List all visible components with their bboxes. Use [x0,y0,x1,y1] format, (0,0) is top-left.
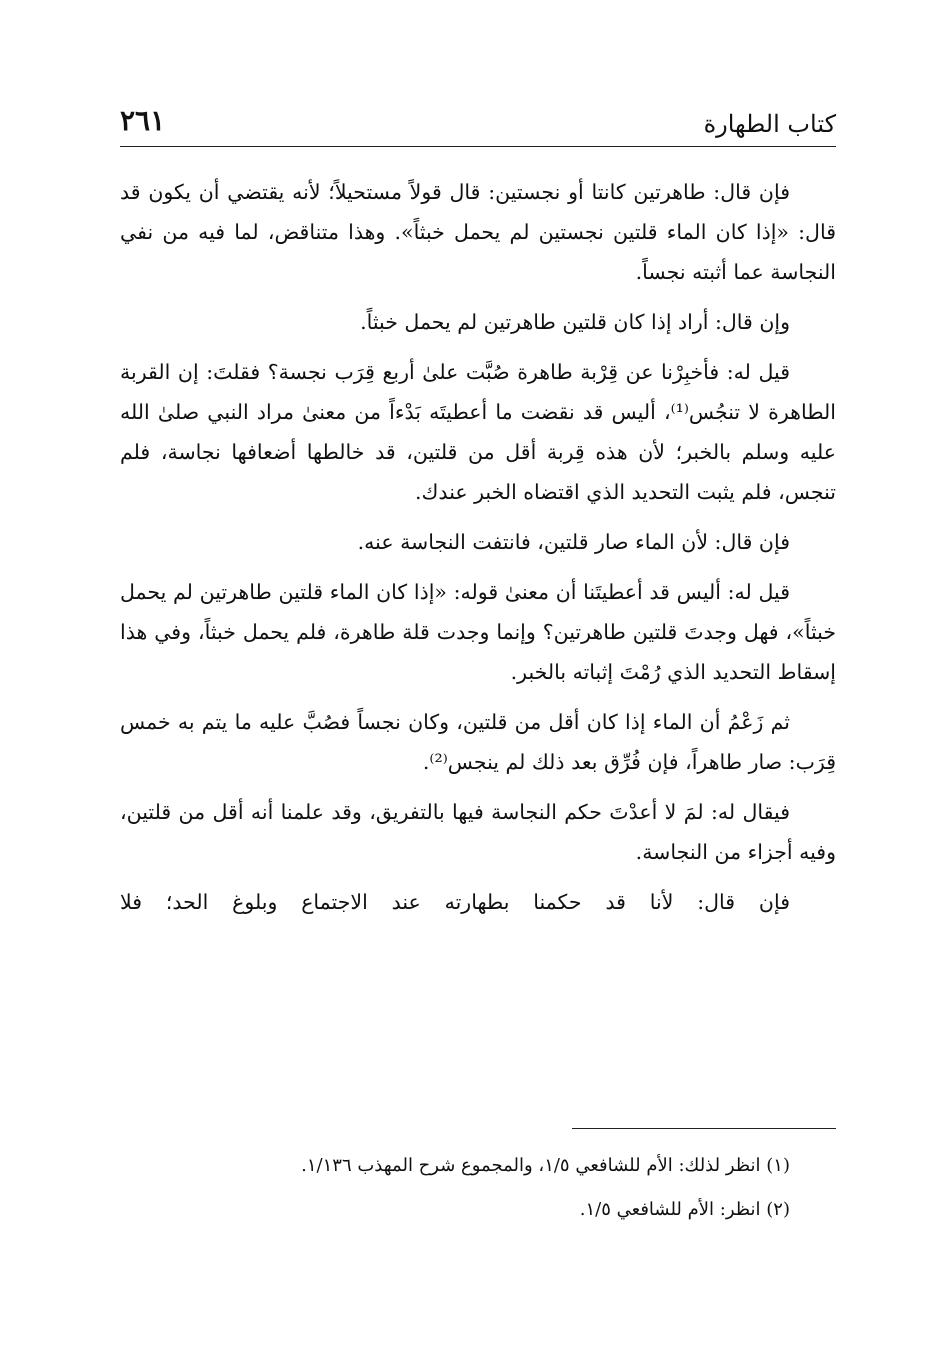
footnote: (١) انظر لذلك: الأم للشافعي ١/٥، والمجموع شرح المهذب ١/١٣٦. [301,1155,790,1176]
page-number: ٢٦١ [120,104,166,137]
running-title: كتاب الطهارة [703,110,836,138]
footnote: (٢) انظر: الأم للشافعي ١/٥. [579,1199,790,1220]
paragraph: فإن قال: لأن الماء صار قلتين، فانتفت النجاسة عنه. [357,530,790,554]
paragraph: فإن قال: طاهرتين كانتا أو نجستين: قال قولاً مستحيلاً؛ لأنه يقتضي أن يكون قد قال: «إذا كان الماء قلتين نجستين لم يحمل خبثاً». وهذا متناقض، لما فيه من نفي النجاسة عما أثبته نجساً. [120,180,836,284]
page-header [120,102,836,147]
paragraph: فإن قال: لأنا قد حكمنا بطهارته عند الاجتماع وبلوغ الحد؛ فلا [120,890,790,914]
body-text [120,172,836,932]
footnote-divider [572,1128,836,1129]
paragraph: وإن قال: أراد إذا كان قلتين طاهرتين لم يحمل خبثاً. [360,310,790,334]
paragraph: ثم زَعْمُ أن الماء إذا كان أقل من قلتين، وكان نجساً فصُبَّ عليه ما يتم به خمس قِرَب: صار طاهراً، فإن فُرِّق بعد ذلك لم ينجس⁽²⁾. [120,710,836,774]
footnotes [120,1148,836,1236]
paragraph: فيقال له: لمَ لا أعدْتَ حكم النجاسة فيها بالتفريق، وقد علمنا أنه أقل من قلتين، وفيه أجزاء من النجاسة. [120,800,836,864]
paragraph: قيل له: فأخبِرْنا عن قِرْبة طاهرة صُبَّت علىٰ أربع قِرَب نجسة؟ فقلتَ: إن القربة الطاهرة لا تنجُس⁽¹⁾، أليس قد نقضت ما أعطيتَه بَدْءاً من معنىٰ مراد النبي صلىٰ الله عليه وسلم بالخبر؛ لأن هذه قِربة أقل من قلتين، قد خالطها أضعافها نجاسة، فلم تنجس، فلم يثبت التحديد الذي اقتضاه الخبر عندك. [120,360,836,504]
paragraph: قيل له: أليس قد أعطيتَنا أن معنىٰ قوله: «إذا كان الماء قلتين طاهرتين لم يحمل خبثاً»، فهل وجدتَ قلتين طاهرتين؟ وإنما وجدت قلة طاهرة، فلم يحمل خبثاً، وفي هذا إسقاط التحديد الذي رُمْتَ إثباته بالخبر. [120,580,836,684]
